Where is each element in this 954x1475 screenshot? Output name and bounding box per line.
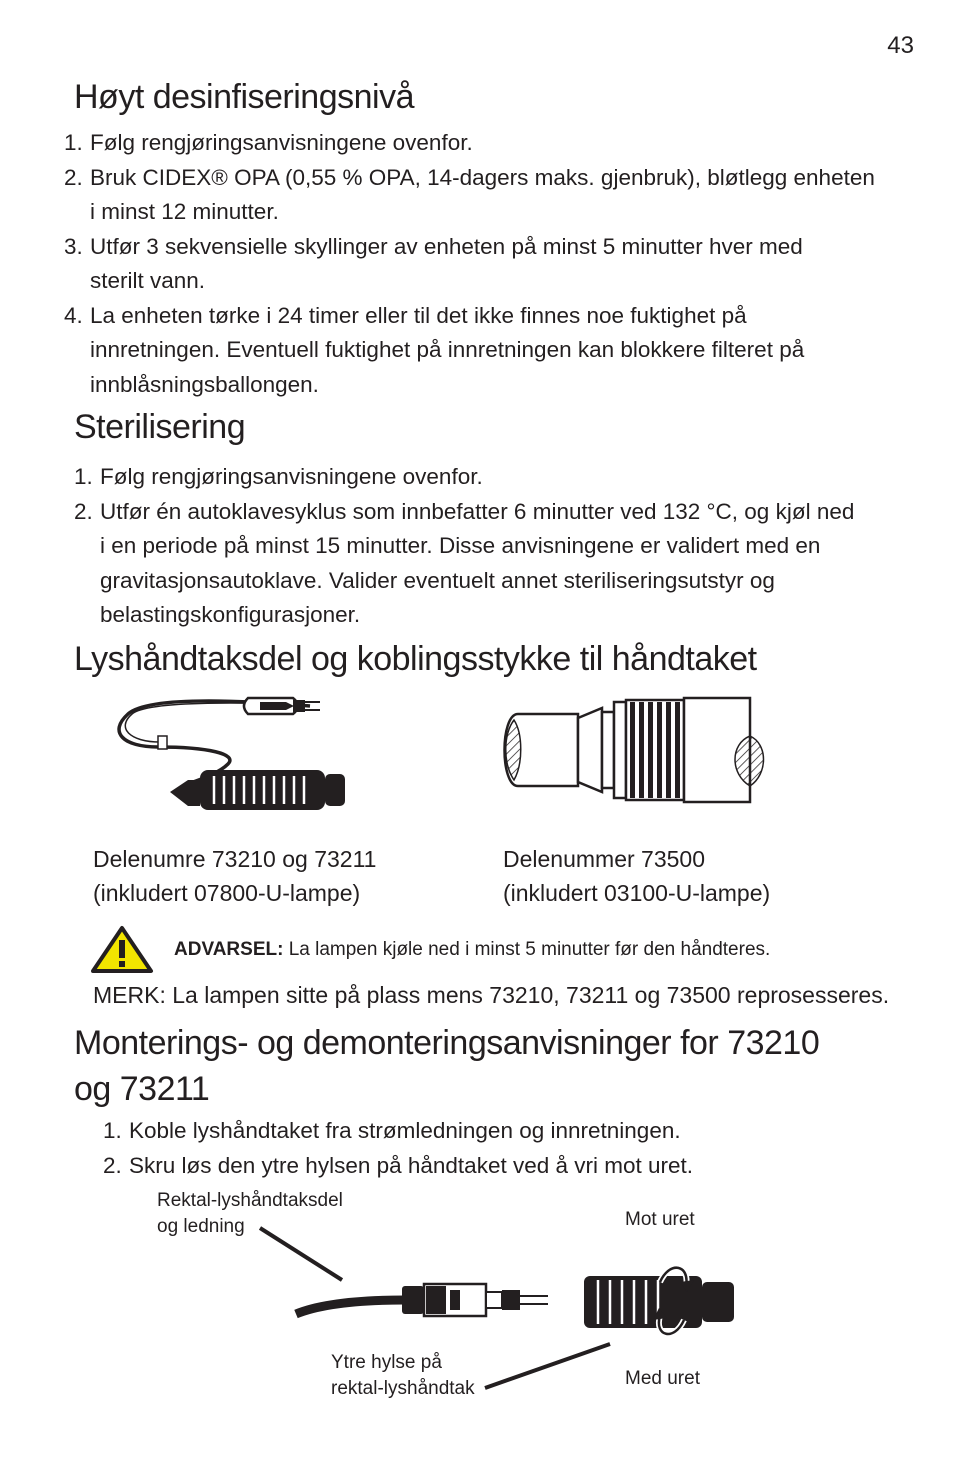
label-clockwise: Med uret [625,1368,700,1389]
list-item: 2. Utfør én autoklavesyklus som innbefatter 6 minutter ved 132 °C, og kjøl ned i en periode på minst 15 minutter. Disse anvisningene er validert med en gravitasjonsautoklave. Valider eventuelt annet steriliseringsutstyr og belastingskonfigurasjoner. [74,498,855,627]
section-title-high-disinfection: Høyt desinfiseringsnivå [74,78,414,116]
list-item: 1. Følg rengjøringsanvisningene ovenfor. [64,130,473,155]
note-text: MERK: La lampen sitte på plass mens 73210, 73211 og 73500 reprosesseres. [93,982,890,1008]
label-counterclockwise: Mot uret [625,1209,695,1230]
handle-connector-illustration [498,694,770,814]
warning-label: ADVARSEL: [174,939,284,960]
list-item: 1. Følg rengjøringsanvisningene ovenfor. [74,464,483,489]
caption-73210-73211: Delenumre 73210 og 73211 (inkludert 07800-U-lampe) [93,846,377,906]
list-item: 3. Utfør 3 sekvensielle skyllinger av enheten på minst 5 minutter hver med sterilt vann. [64,233,803,293]
list-item: 2. Bruk CIDEX® OPA (0,55 % OPA, 14-dagers maks. gjenbruk), bløtlegg enheten i minst 12 minutter. [64,164,875,224]
page-number: 43 [887,32,914,59]
caption-73500: Delenummer 73500 (inkludert 03100-U-lampe) [503,846,771,906]
list-item: 1. Koble lyshåndtaket fra strømledningen og innretningen. [103,1118,681,1143]
list-item: 2. Skru løs den ytre hylsen på håndtaket ved å vri mot uret. [103,1152,694,1178]
section-title-light-handle: Lyshåndtaksdel og koblingsstykke til håndtaket [74,640,757,678]
label-outer-sleeve: Ytre hylse på rektal-lyshåndtak [331,1352,475,1399]
disassembly-illustration [250,1210,750,1410]
light-handle-with-cord-illustration [88,692,358,817]
list-item: 4. La enheten tørke i 24 timer eller til det ikke finnes noe fuktighet på innretningen. Eventuell fuktighet på innretningen kan blokkere filteret på innblåsningsballongen. [64,302,805,397]
warning-box [90,925,770,975]
label-handle-and-cord: Rektal-lyshåndtaksdel og ledning [157,1190,343,1237]
section-title-sterilization: Sterilisering [74,408,246,446]
warning-triangle-icon [90,925,154,975]
section-title-assembly: Monterings- og demonteringsanvisninger for 73210 og 73211 [74,1024,820,1108]
sterilization-steps [74,460,924,633]
disinfection-steps [64,126,924,402]
warning-text: La lampen kjøle ned i minst 5 minutter før den håndteres. [283,939,771,960]
assembly-steps [103,1114,903,1183]
